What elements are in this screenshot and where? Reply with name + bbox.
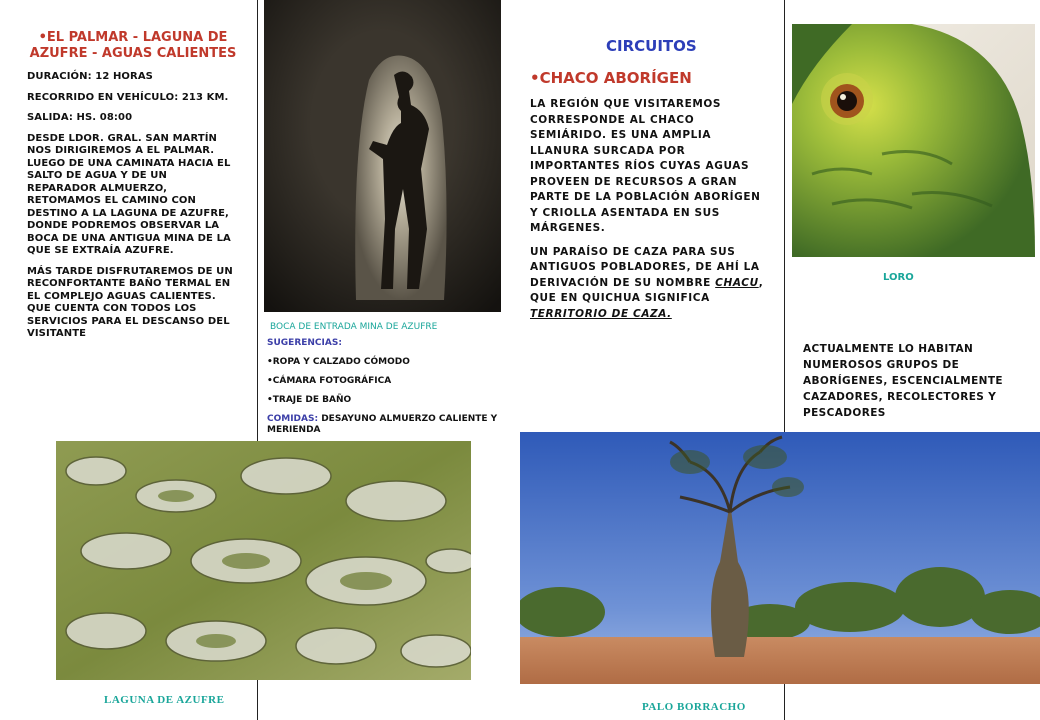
chacu-word: CHACU <box>715 276 759 289</box>
divider-3 <box>784 684 785 720</box>
chaco-title: •CHACO ABORÍGEN <box>530 69 692 87</box>
chaco-name-part-2: , QUE EN QUICHUA SIGNIFICA <box>530 276 764 304</box>
suggestions-block <box>267 338 507 444</box>
route-text: RECORRIDO EN VEHÍCULO: 213 KM. <box>27 91 229 103</box>
departure-text: SALIDA: HS. 08:00 <box>27 112 133 123</box>
divider-2 <box>784 0 785 432</box>
suggestions-label: SUGERENCIAS: <box>267 338 342 348</box>
lagoon-caption: LAGUNA DE AZUFRE <box>104 694 225 706</box>
parrot-caption: LORO <box>883 272 914 283</box>
inhabitants-text: ACTUALMENTE LO HABITAN NUMEROSOS GRUPOS DE ABORÍGENES, ESCENCIALMENTE CAZADORES, RECOLECTORES Y PESCADORES <box>803 343 1003 419</box>
excursion-column <box>27 30 239 341</box>
thermal-description: MÁS TARDE DISFRUTAREMOS DE UN RECONFORTANTE BAÑO TERMAL EN EL COMPLEJO AGUAS CALIENTES. QUE CUENTA CON TODOS LOS SERVICIOS PARA EL DESCANSO DEL VISITANTE <box>27 265 233 339</box>
meals-label: COMIDAS: <box>267 414 319 424</box>
excursion-title: •EL PALMAR - LAGUNA DE AZUFRE - AGUAS CALIENTES <box>29 30 237 61</box>
meals-line <box>267 414 503 436</box>
palo-borracho-caption: PALO BORRACHO <box>642 701 746 713</box>
suggestion-item: •CÁMARA FOTOGRÁFICA <box>267 376 392 386</box>
mine-caption: BOCA DE ENTRADA MINA DE AZUFRE <box>270 322 438 332</box>
palo-borracho-photo <box>520 432 1040 684</box>
circuits-title: CIRCUITOS <box>606 37 697 55</box>
chaco-column <box>530 97 770 330</box>
duration-text: DURACIÓN: 12 HORAS <box>27 71 153 82</box>
territory-phrase: TERRITORIO DE CAZA. <box>530 307 672 320</box>
suggestion-item: •TRAJE DE BAÑO <box>267 395 352 405</box>
excursion-description: DESDE LDOR. GRAL. SAN MARTÍN NOS DIRIGIREMOS A EL PALMAR. LUEGO DE UNA CAMINATA HACIA EL SALTO DE AGUA Y DE UN REPARADOR ALMUERZO, RETOMAMOS EL CAMINO CON DESTINO A LA LAGUNA DE AZUFRE, DONDE PODREMOS OBSERVAR LA BOCA DE UNA ANTIGUA MINA DE LA QUE SE EXTRAÍA AZUFRE. <box>27 132 231 256</box>
mine-entrance-photo <box>264 0 501 312</box>
chaco-name-part-1: UN PARAÍSO DE CAZA PARA SUS ANTIGUOS POBLADORES, DE AHÍ LA DERIVACIÓN DE SU NOMBRE <box>530 245 760 289</box>
sulfur-lagoon-photo <box>56 441 471 680</box>
chaco-region-text: LA REGIÓN QUE VISITAREMOS CORRESPONDE AL CHACO SEMIÁRIDO. ES UNA AMPLIA LLANURA SURCADA POR IMPORTANTES RÍOS CUYAS AGUAS PROVEEN DE RECURSOS A GRAN PARTE DE LA POBLACIÓN ABORÍGEN Y CRIOLLA ASENTADA EN SUS MÁRGENES. <box>530 98 761 234</box>
parrot-photo <box>792 24 1035 257</box>
suggestion-item: •ROPA Y CALZADO CÓMODO <box>267 357 410 367</box>
meals-text: DESAYUNO ALMUERZO CALIENTE Y MERIENDA <box>267 414 498 435</box>
chaco-name-text <box>530 245 770 323</box>
